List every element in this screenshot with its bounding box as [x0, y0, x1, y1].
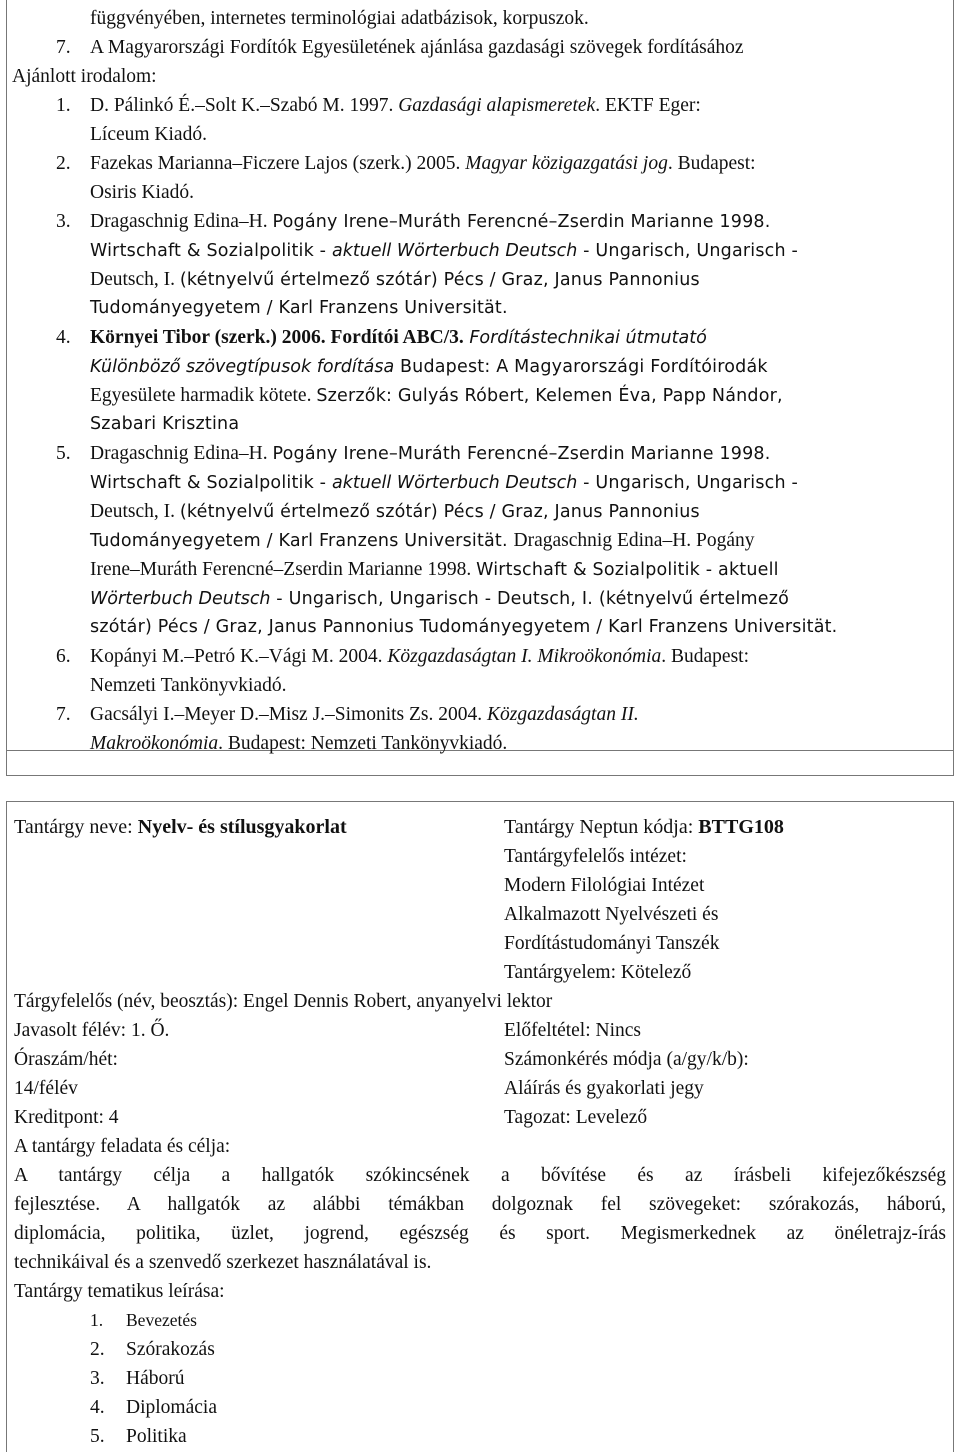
- ref-4: 4. Környei Tibor (szerk.) 2006. Fordítói ABC/3. Fordítástechnikai útmutató: [56, 327, 707, 348]
- task-label: A tantárgy feladata és célja:: [14, 1136, 231, 1157]
- ref-5-cont-4: Irene–Muráth Ferencné–Zserdin Marianne 1998. Wirtschaft & Sozialpolitik - aktuell: [90, 559, 779, 580]
- ref-2-cont: Osiris Kiadó.: [90, 182, 194, 203]
- recommended-semester: Javasolt félév: 1. Ő.: [14, 1020, 170, 1041]
- ref-2: 2. Fazekas Marianna–Ficzere Lajos (szerk.) 2005. Magyar közigazgatási jog. Budapest:: [56, 153, 756, 174]
- ref-5-cont-6: szótár) Pécs / Graz, Janus Pannonius Tudományegyetem / Karl Franzens Universität.: [90, 617, 838, 637]
- ref-6: 6. Kopányi M.–Petró K.–Vági M. 2004. Közgazdaságtan I. Mikroökonómia. Budapest:: [56, 646, 750, 667]
- ref-1-cont: Líceum Kiadó.: [90, 124, 207, 145]
- course-name: Nyelv- és stílusgyakorlat: [137, 816, 347, 838]
- hours-label: Óraszám/hét:: [14, 1049, 118, 1070]
- course-name-row: Tantárgy neve: Nyelv- és stílusgyakorlat Tantárgy Neptun kódja: BTTG108: [14, 813, 946, 842]
- task-line-3: diplomácia, politika, üzlet, jogrend, egészség és sport. Megismerkednek az önéletrajz-írás: [14, 1223, 946, 1244]
- list-item: 2. Szórakozás: [90, 1339, 215, 1360]
- list-item: 1. Bevezetés: [90, 1310, 197, 1330]
- course-responsible: Tárgyfelelős (név, beosztás): Engel Dennis Robert, anyanyelvi lektor: [14, 991, 553, 1012]
- item-7: 7. A Magyarországi Fordítók Egyesületének ajánlása gazdasági szövegek fordításához: [56, 37, 744, 58]
- ref-1: 1. D. Pálinkó É.–Solt K.–Szabó M. 1997. Gazdasági alapismeretek. EKTF Eger:: [56, 95, 701, 116]
- exam-value: Aláírás és gyakorlati jegy: [504, 1078, 704, 1099]
- recommended-heading: Ajánlott irodalom:: [12, 66, 157, 87]
- ref-4-cont-1: Különböző szövegtípusok fordítása Budapest: A Magyarországi Fordítóirodák: [90, 357, 768, 377]
- ref-5: 5. Dragaschnig Edina–H. Pogány Irene–Muráth Ferencné–Zserdin Marianne 1998.: [56, 443, 771, 464]
- task-line-2: fejlesztése. A hallgatók az alábbi témákban dolgoznak fel szövegeket: szórakozás, háború,: [14, 1194, 946, 1215]
- list-item: 4. Diplomácia: [90, 1397, 217, 1418]
- ref-5-cont-2: Deutsch, I. (kétnyelvű értelmező szótár) Pécs / Graz, Janus Pannonius: [90, 501, 700, 522]
- course-section: [14, 813, 946, 1451]
- hours-value: 14/félév: [14, 1078, 78, 1099]
- references-section: [12, 4, 942, 758]
- ref-6-cont: Nemzeti Tankönyvkiadó.: [90, 675, 287, 696]
- topic-list: [14, 1306, 946, 1451]
- intro-line: függvényében, internetes terminológiai adatbázisok, korpuszok.: [90, 8, 589, 29]
- ref-5-cont-3: Tudományegyetem / Karl Franzens Universität. Dragaschnig Edina–H. Pogány: [90, 530, 755, 551]
- institute-label: Tantárgyfelelős intézet:: [504, 846, 687, 867]
- ref-5-cont-5: Wörterbuch Deutsch - Ungarisch, Ungarisch - Deutsch, I. (kétnyelvű értelmező: [90, 589, 790, 609]
- study-mode: Tagozat: Levelező: [504, 1107, 648, 1128]
- ref-3-cont-3: Tudományegyetem / Karl Franzens Universität.: [90, 298, 508, 318]
- task-line-4: technikáival és a szenvedő szerkezet használatával is.: [14, 1252, 432, 1273]
- prerequisite: Előfeltétel: Nincs: [504, 1020, 641, 1041]
- ref-4-cont-3: Szabari Krisztina: [90, 414, 240, 434]
- ref-3: 3. Dragaschnig Edina–H. Pogány Irene–Muráth Ferencné–Zserdin Marianne 1998.: [56, 211, 771, 232]
- ref-7: 7. Gacsályi I.–Meyer D.–Misz J.–Simonits Zs. 2004. Közgazdaságtan II.: [56, 704, 639, 725]
- ref-4-cont-2: Egyesülete harmadik kötete. Szerzők: Gulyás Róbert, Kelemen Éva, Papp Nándor,: [90, 385, 783, 406]
- ref-7-cont: Makroökonómia. Budapest: Nemzeti Tankönyvkiadó.: [90, 733, 508, 754]
- list-item: 3. Háború: [90, 1368, 185, 1389]
- ref-3-cont-2: Deutsch, I. (kétnyelvű értelmező szótár) Pécs / Graz, Janus Pannonius: [90, 269, 700, 290]
- institute-name: Modern Filológiai Intézet: [504, 875, 705, 896]
- ref-5-cont-1: Wirtschaft & Sozialpolitik - aktuell Wörterbuch Deutsch - Ungarisch, Ungarisch -: [90, 473, 799, 493]
- task-line-1: A tantárgy célja a hallgatók szókincsének a bővítése és az írásbeli kifejezőkészség: [14, 1165, 946, 1186]
- thematic-label: Tantárgy tematikus leírása:: [14, 1281, 225, 1302]
- ref-3-cont-1: Wirtschaft & Sozialpolitik - aktuell Wörterbuch Deutsch - Ungarisch, Ungarisch -: [90, 241, 799, 261]
- exam-label: Számonkérés módja (a/gy/k/b):: [504, 1049, 749, 1070]
- department-line-1: Alkalmazott Nyelvészeti és: [504, 904, 719, 925]
- credits: Kreditpont: 4: [14, 1107, 119, 1128]
- neptun-code: Tantárgy Neptun kódja: BTTG108: [504, 816, 784, 838]
- course-element: Tantárgyelem: Kötelező: [504, 962, 692, 983]
- list-item: 5. Politika: [90, 1426, 187, 1447]
- department-line-2: Fordítástudományi Tanszék: [504, 933, 720, 954]
